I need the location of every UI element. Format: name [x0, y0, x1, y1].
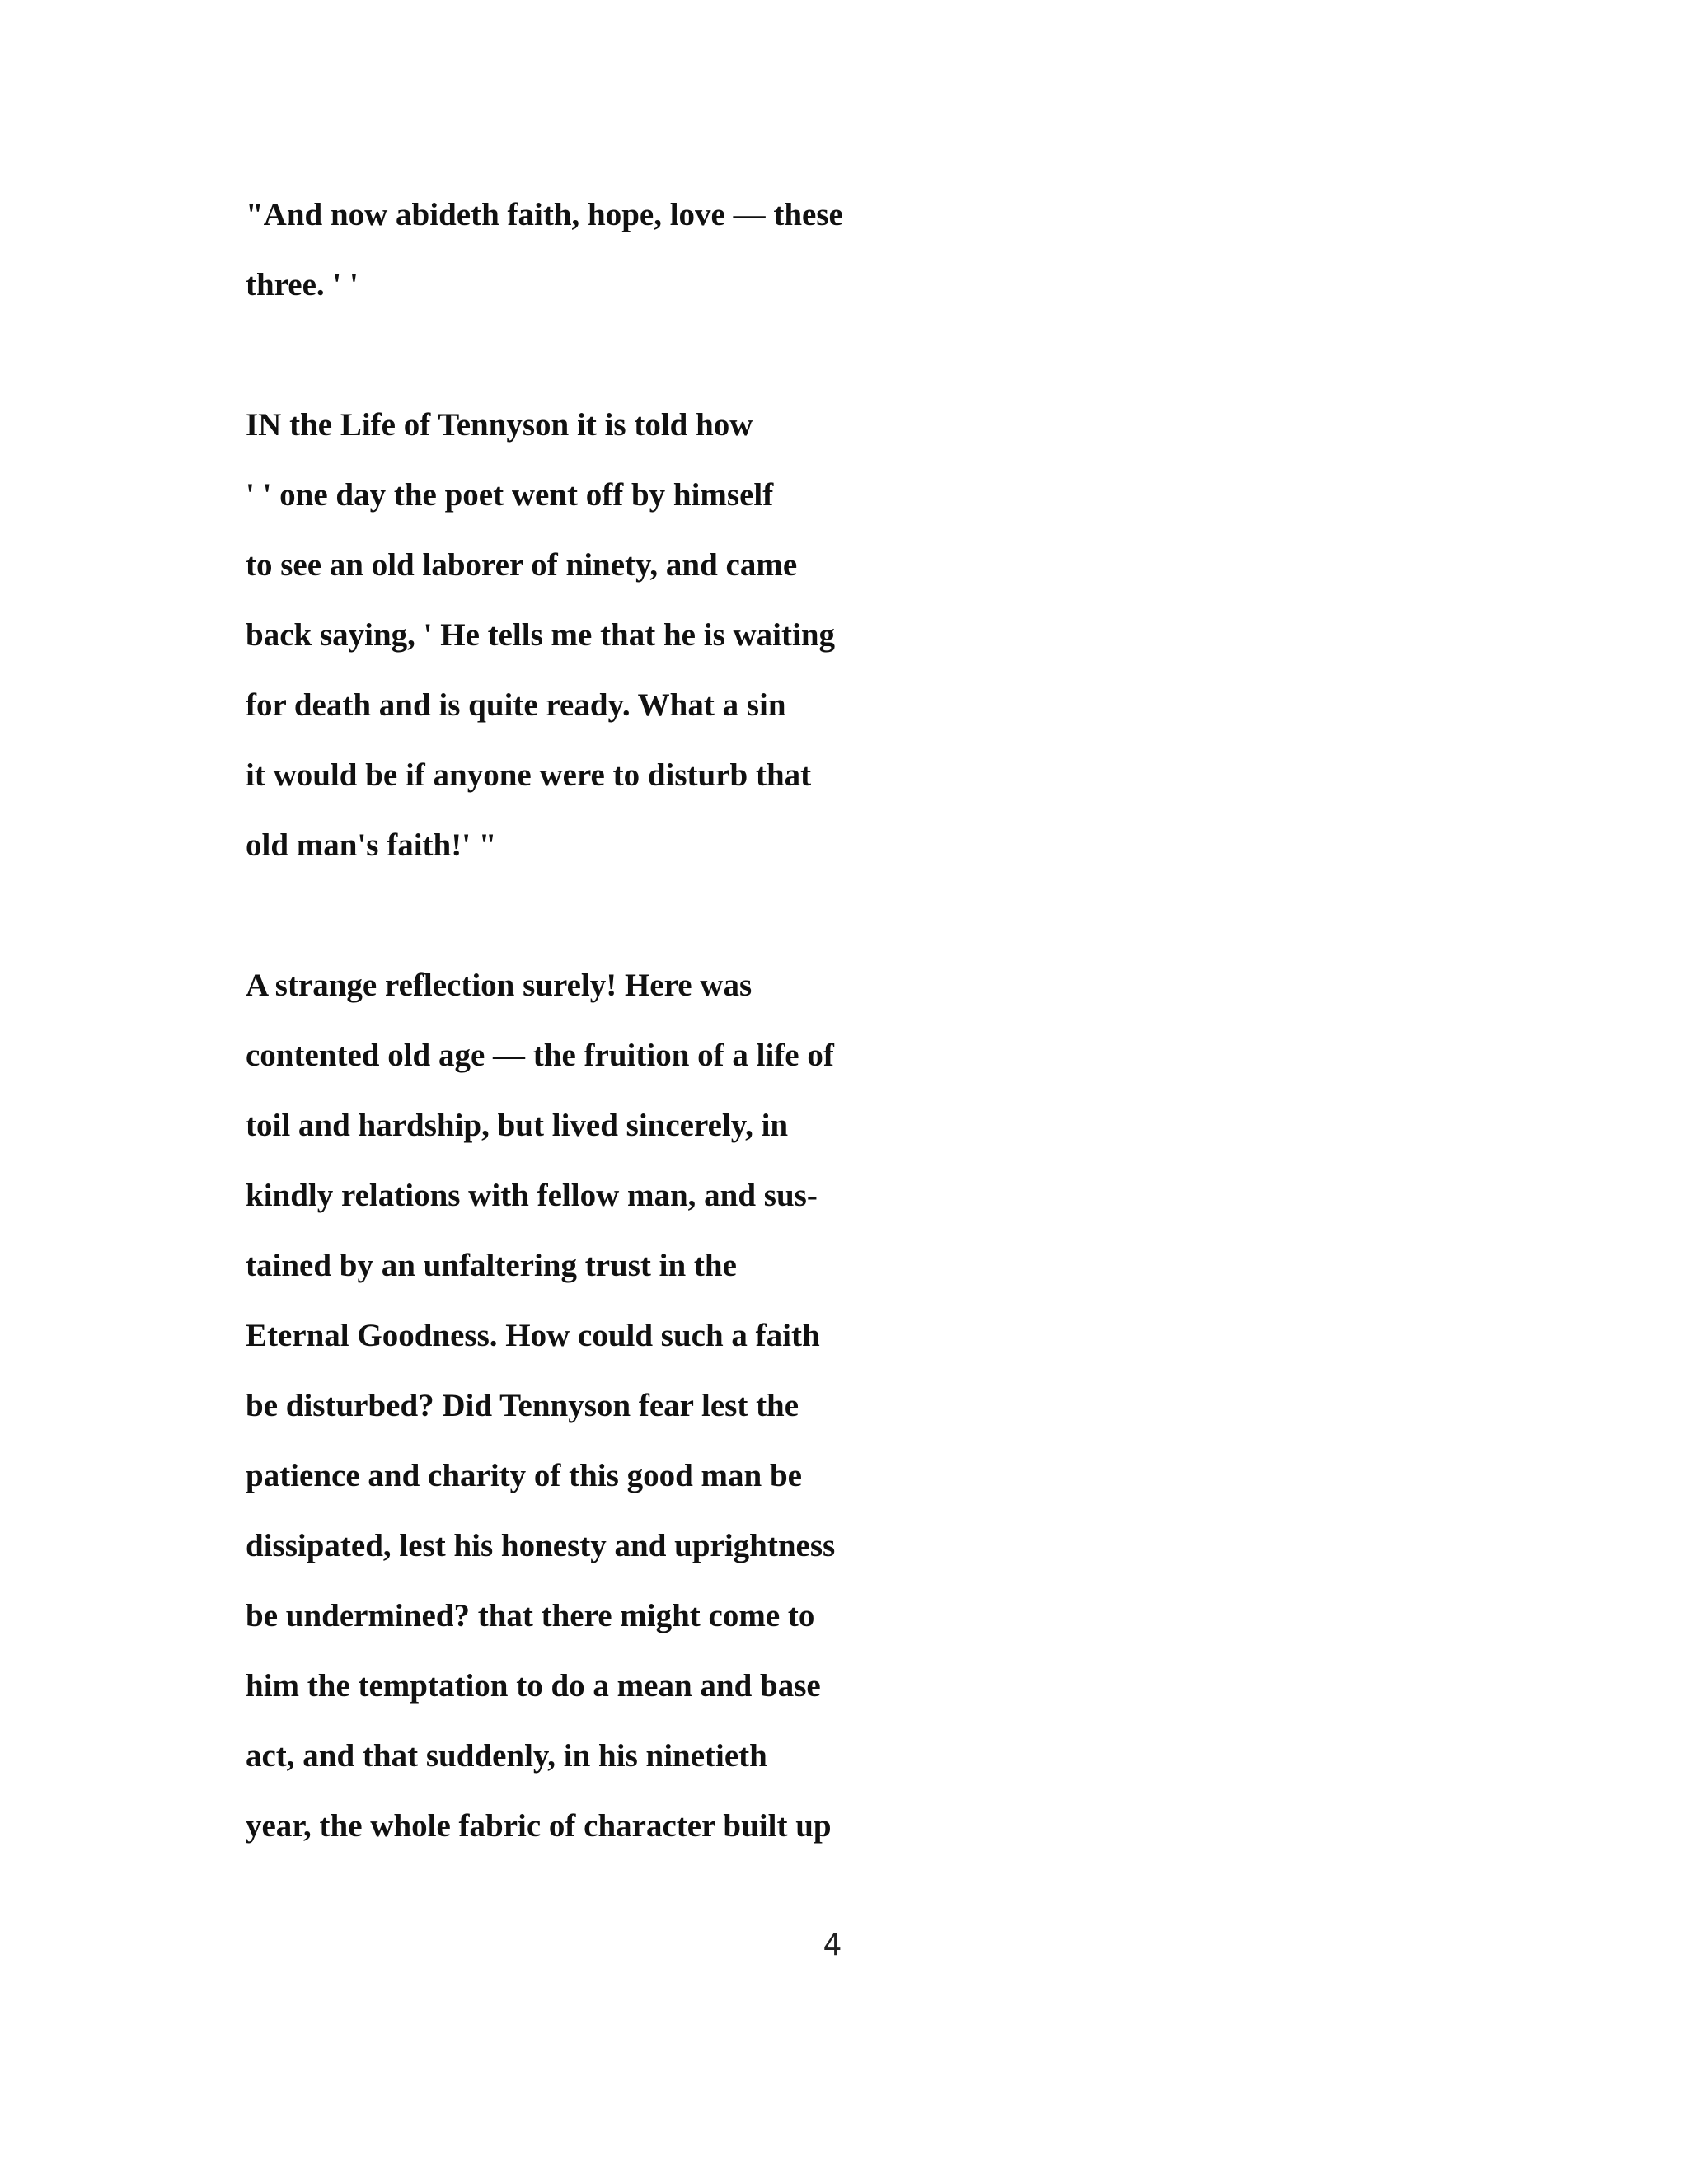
text-line: toil and hardship, but lived sincerely, in — [246, 1108, 789, 1143]
text-line: dissipated, lest his honesty and uprightness — [246, 1528, 836, 1563]
text-line: three. ' ' — [246, 267, 359, 302]
text-line: IN the Life of Tennyson it is told how — [246, 407, 753, 443]
text-line: "And now abideth faith, hope, love — these — [246, 197, 843, 232]
text-line: year, the whole fabric of character built up — [246, 1808, 832, 1844]
text-line: A strange reflection surely! Here was — [246, 968, 753, 1003]
text-line: Eternal Goodness. How could such a faith — [246, 1318, 820, 1353]
text-line: act, and that suddenly, in his ninetieth — [246, 1738, 767, 1774]
text-line: kindly relations with fellow man, and sus- — [246, 1178, 818, 1213]
text-line: tained by an unfaltering trust in the — [246, 1248, 737, 1283]
text-line: old man's faith!' " — [246, 827, 497, 863]
page-number: 4 — [823, 1929, 842, 1962]
text-line: it would be if anyone were to disturb that — [246, 757, 812, 793]
text-line: to see an old laborer of ninety, and came — [246, 547, 798, 583]
text-line: be undermined? that there might come to — [246, 1598, 815, 1633]
text-line: ' ' one day the poet went off by himself — [246, 477, 774, 513]
text-line: contented old age — the fruition of a life of — [246, 1038, 834, 1073]
text-line: him the temptation to do a mean and base — [246, 1668, 821, 1704]
text-line: for death and is quite ready. What a sin — [246, 687, 786, 723]
text-line: back saying, ' He tells me that he is waiting — [246, 617, 836, 653]
text-line: be disturbed? Did Tennyson fear lest the — [246, 1388, 799, 1423]
text-line: patience and charity of this good man be — [246, 1458, 802, 1493]
